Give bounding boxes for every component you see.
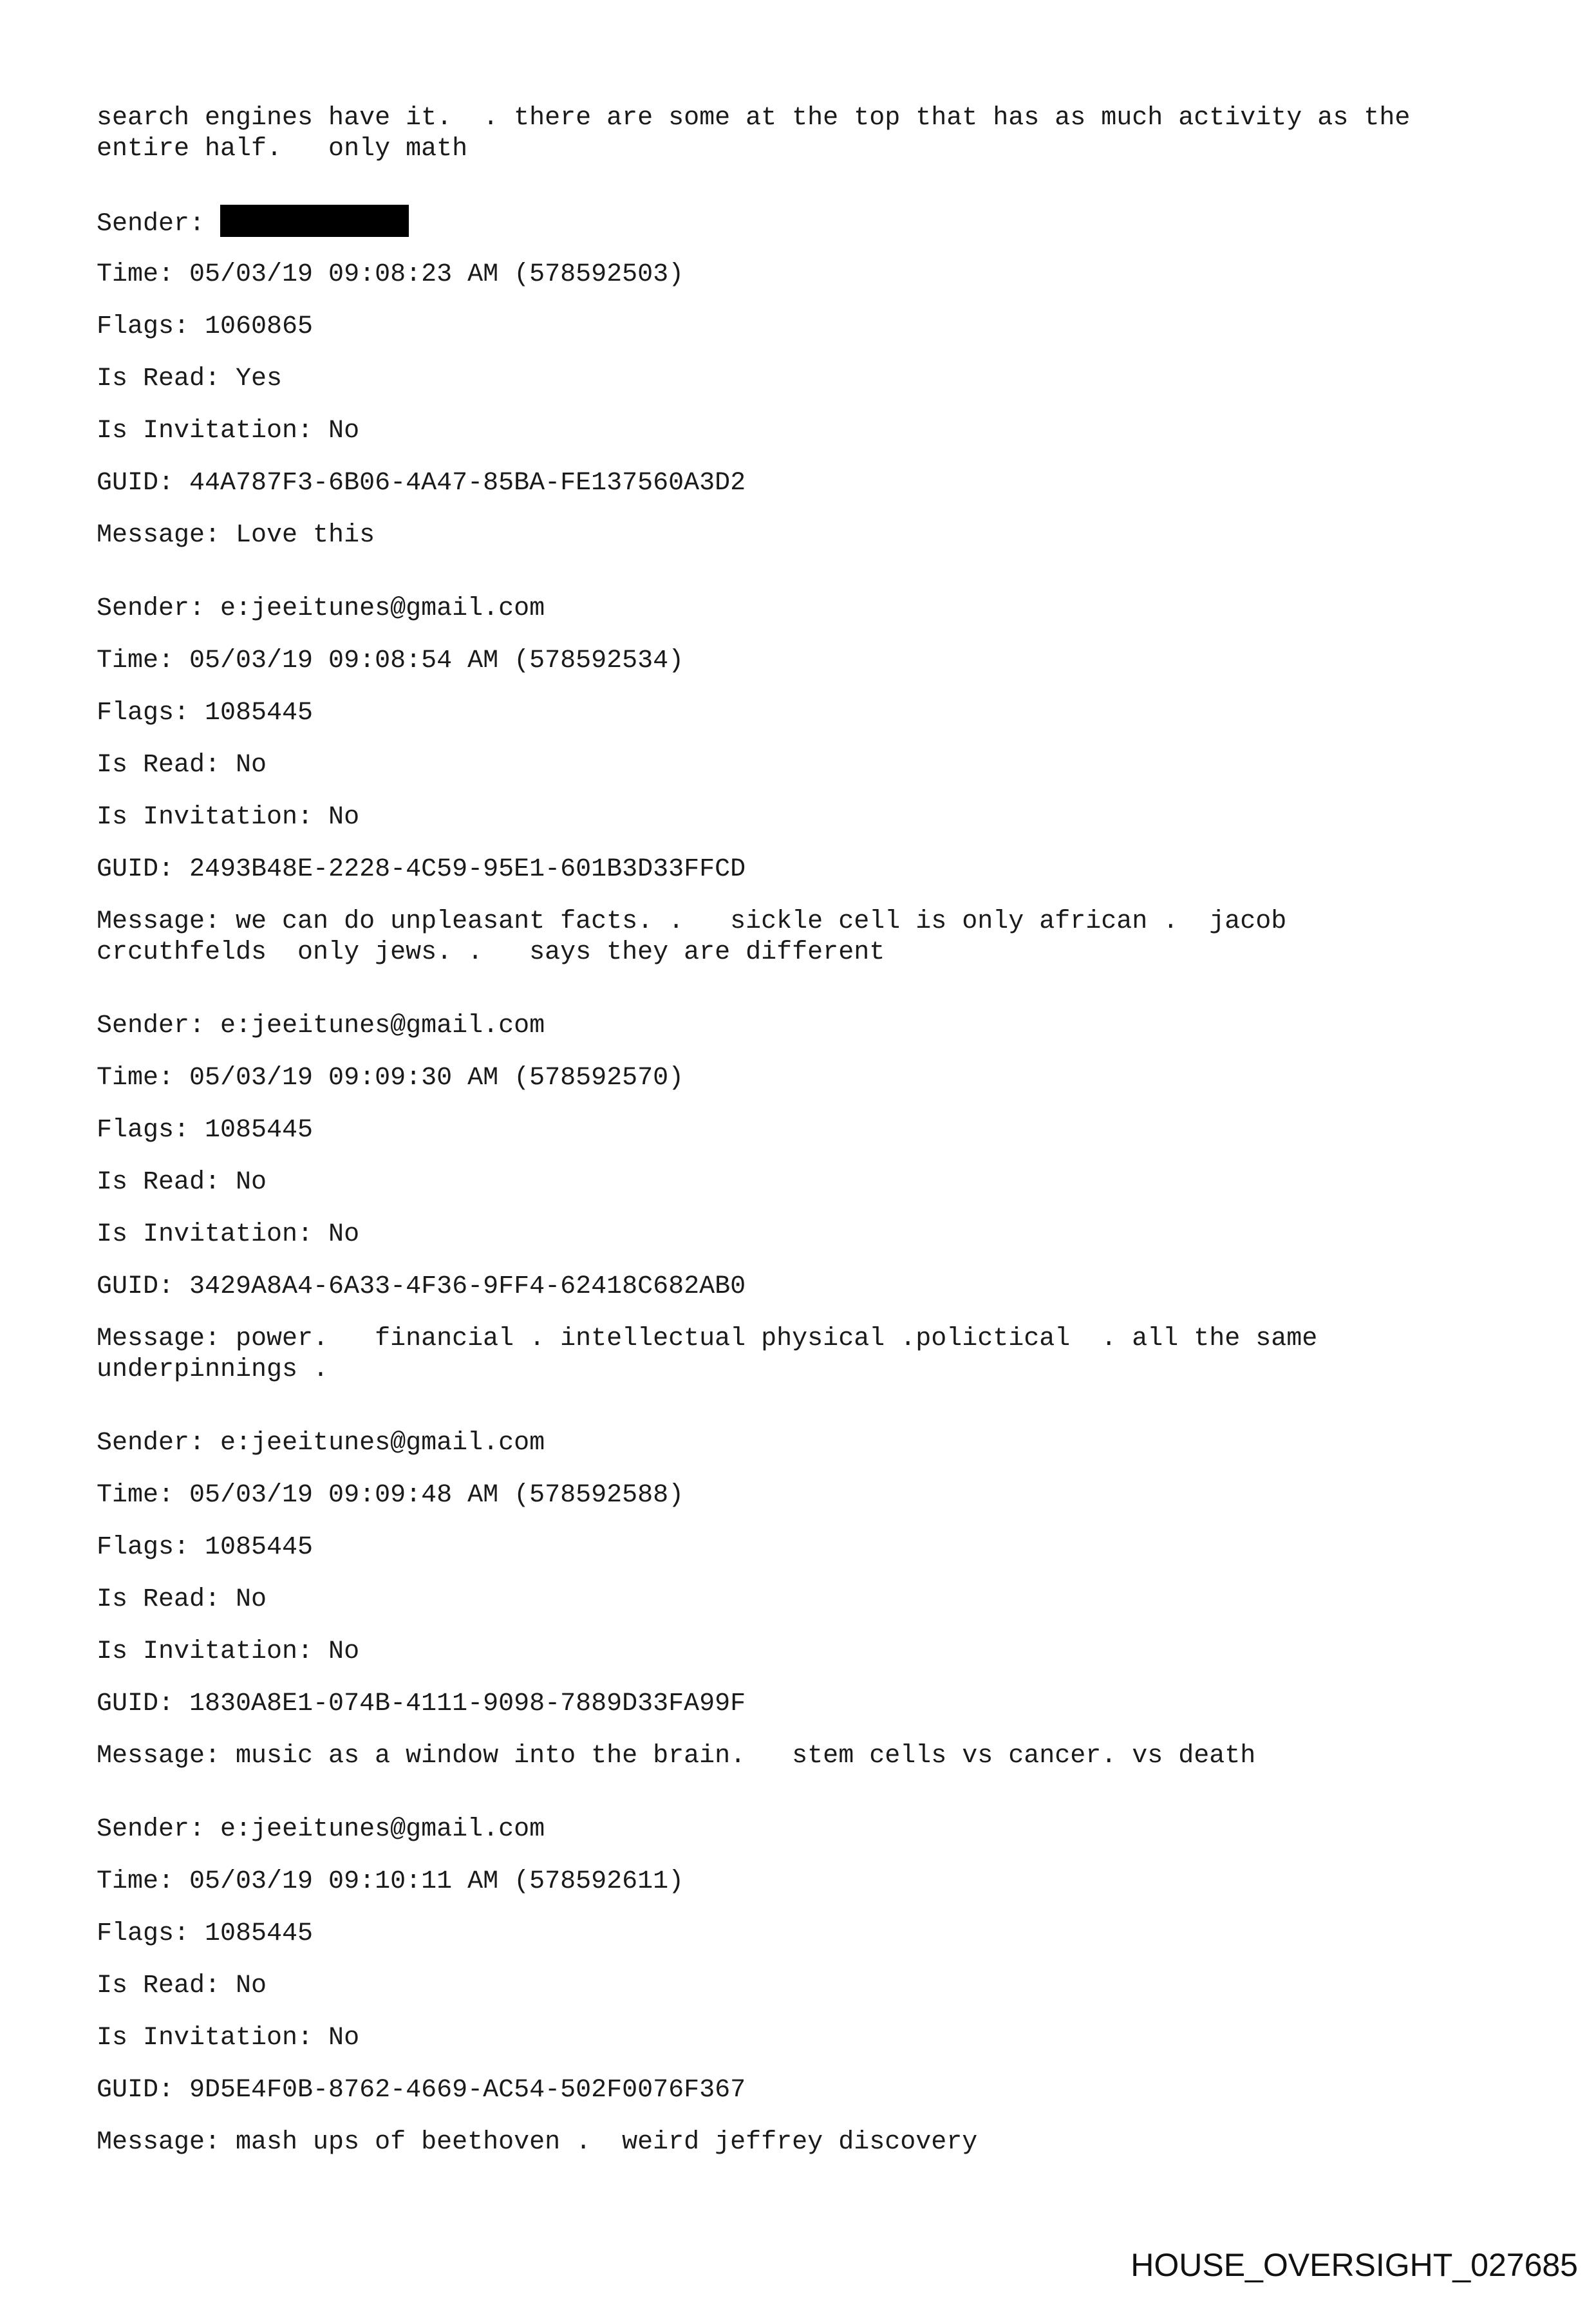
document-page xyxy=(97,103,1513,2201)
guid-field: GUID: 2493B48E-2228-4C59-95E1-601B3D33FFCD xyxy=(97,855,746,884)
sender-label: Sender: xyxy=(97,1429,205,1458)
sender-label: Sender: xyxy=(97,1815,205,1844)
sender-field xyxy=(97,1428,1513,1459)
bates-number: HOUSE_OVERSIGHT_027685 xyxy=(1131,2247,1578,2283)
guid-field: GUID: 3429A8A4-6A33-4F36-9FF4-62418C682AB0 xyxy=(97,1272,746,1301)
flags-field: Flags: 1085445 xyxy=(97,1919,314,1948)
message-record xyxy=(97,1011,1513,1386)
intro-line: search engines have it. . there are some at the top that has as much activity as the xyxy=(97,104,1411,133)
redaction-box xyxy=(220,205,409,237)
intro-message-continuation xyxy=(97,103,1513,165)
sender-field xyxy=(97,1814,1513,1845)
message-record xyxy=(97,594,1513,968)
is-read-field: Is Read: No xyxy=(97,1585,267,1614)
sender-value: e:jeeitunes@gmail.com xyxy=(220,1815,545,1844)
guid-field: GUID: 1830A8E1-074B-4111-9098-7889D33FA99F xyxy=(97,1689,746,1718)
time-field: Time: 05/03/19 09:09:30 AM (578592570) xyxy=(97,1064,684,1093)
message-record xyxy=(97,1428,1513,1772)
message-text: Message: mash ups of beethoven . weird jeffrey discovery xyxy=(97,2128,978,2157)
is-invitation-field: Is Invitation: No xyxy=(97,803,360,832)
message-record xyxy=(97,1814,1513,2158)
sender-label: Sender: xyxy=(97,209,205,239)
sender-field xyxy=(97,1011,1513,1042)
time-field: Time: 05/03/19 09:09:48 AM (578592588) xyxy=(97,1481,684,1510)
sender-field xyxy=(97,207,1513,238)
is-invitation-field: Is Invitation: No xyxy=(97,1220,360,1249)
guid-field: GUID: 44A787F3-6B06-4A47-85BA-FE137560A3D2 xyxy=(97,469,746,498)
is-invitation-field: Is Invitation: No xyxy=(97,417,360,446)
flags-field: Flags: 1085445 xyxy=(97,1116,314,1145)
guid-field: GUID: 9D5E4F0B-8762-4669-AC54-502F0076F367 xyxy=(97,2076,746,2105)
sender-value: e:jeeitunes@gmail.com xyxy=(220,1011,545,1040)
flags-field: Flags: 1085445 xyxy=(97,1533,314,1562)
message-record xyxy=(97,207,1513,551)
sender-label: Sender: xyxy=(97,1011,205,1040)
time-field: Time: 05/03/19 09:08:54 AM (578592534) xyxy=(97,646,684,675)
message-text: Message: power. financial . intellectual physical .polictical . all the same xyxy=(97,1324,1318,1353)
message-text: Message: we can do unpleasant facts. . sickle cell is only african . jacob xyxy=(97,907,1287,936)
sender-field xyxy=(97,594,1513,625)
message-text: crcuthfelds only jews. . says they are different xyxy=(97,938,885,967)
message-text: Message: music as a window into the brain. stem cells vs cancer. vs death xyxy=(97,1742,1256,1771)
is-read-field: Is Read: No xyxy=(97,1971,267,2000)
message-text: Message: Love this xyxy=(97,521,375,550)
flags-field: Flags: 1085445 xyxy=(97,699,314,728)
sender-label: Sender: xyxy=(97,594,205,623)
sender-value: e:jeeitunes@gmail.com xyxy=(220,1429,545,1458)
is-invitation-field: Is Invitation: No xyxy=(97,2024,360,2053)
time-field: Time: 05/03/19 09:10:11 AM (578592611) xyxy=(97,1867,684,1896)
intro-line: entire half. only math xyxy=(97,135,468,164)
is-invitation-field: Is Invitation: No xyxy=(97,1637,360,1666)
message-text: underpinnings . xyxy=(97,1355,329,1384)
flags-field: Flags: 1060865 xyxy=(97,312,314,341)
is-read-field: Is Read: No xyxy=(97,751,267,780)
sender-value: e:jeeitunes@gmail.com xyxy=(220,594,545,623)
time-field: Time: 05/03/19 09:08:23 AM (578592503) xyxy=(97,260,684,289)
is-read-field: Is Read: Yes xyxy=(97,364,283,393)
is-read-field: Is Read: No xyxy=(97,1168,267,1197)
